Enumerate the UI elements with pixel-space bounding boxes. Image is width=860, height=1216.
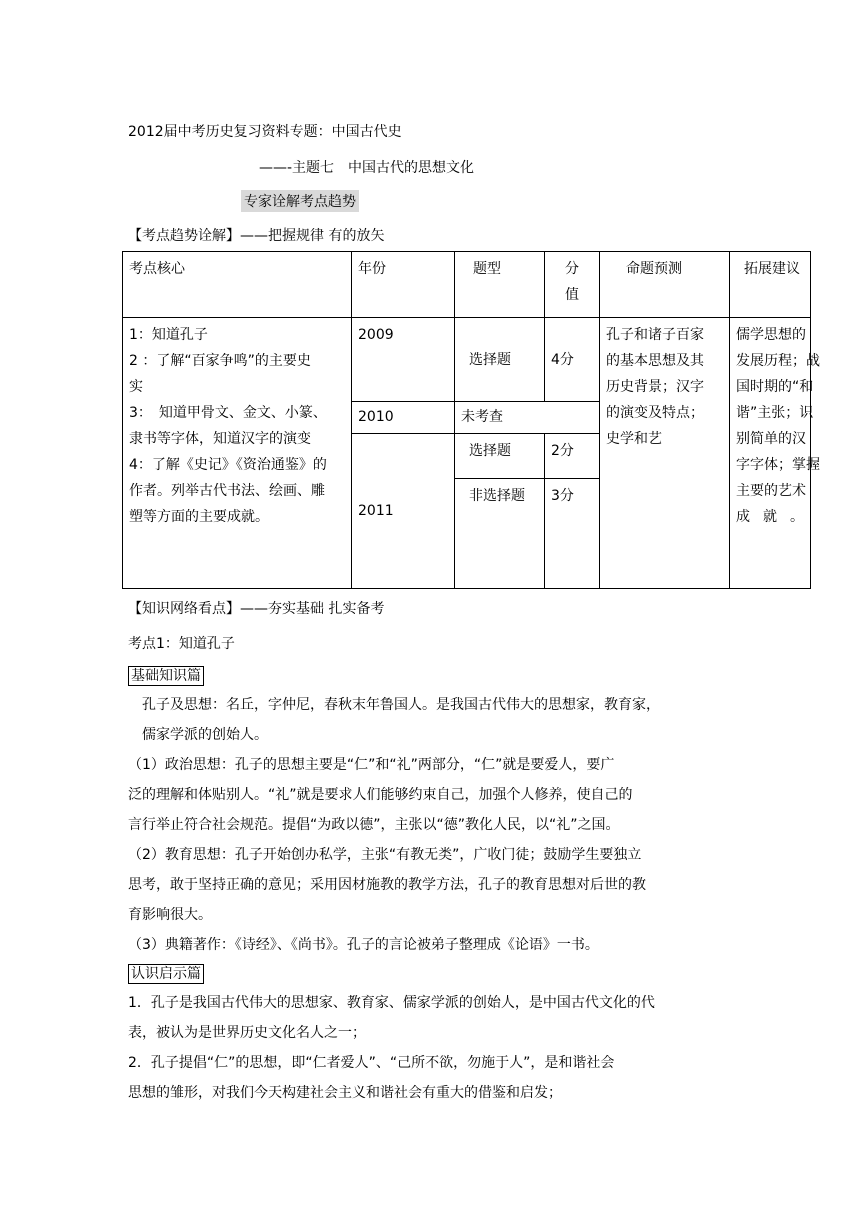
header-prediction: 命题预测: [600, 252, 730, 318]
paragraph-line: 言行举止符合社会规范。提倡“为政以德”，主张以“德”教化人民，以“礼”之国。: [128, 817, 620, 833]
score-cell: 3分: [545, 479, 600, 589]
paragraph-line: （3）典籍著作：《诗经》、《尚书》。孔子的言论被弟子整理成《论语》一书。: [128, 937, 599, 953]
table-row: [123, 318, 811, 402]
header-year: 年份: [352, 252, 455, 318]
paragraph-line: 泛的理解和体贴别人。“礼”就是要求人们能够约束自己，加强个人修养，使自己的: [128, 787, 633, 803]
type-cell: 未考查: [455, 402, 600, 434]
type-cell: 选择题: [455, 434, 545, 479]
paragraph-line: （1）政治思想：孔子的思想主要是“仁”和“礼”两部分，“仁”就是要爱人，要广: [128, 757, 615, 773]
paragraph-line: 思想的雏形，对我们今天构建社会主义和谐社会有重大的借鉴和启发；: [128, 1085, 562, 1101]
paragraph-line: 表，被认为是世界历史文化名人之一；: [128, 1025, 366, 1041]
insight-body: [128, 988, 732, 1108]
score-cell: 2分: [545, 434, 600, 479]
paragraph-line: 思考，敢于坚持正确的意见；采用因材施教的教学方法，孔子的教育思想对后世的教: [128, 877, 646, 893]
type-cell: 选择题: [455, 318, 545, 402]
insight-label: 认识启示篇: [128, 964, 204, 984]
document-title: 2012届中考历史复习资料专题：中国古代史: [128, 124, 402, 140]
paragraph-line: 育影响很大。: [128, 907, 212, 923]
header-type: 题型: [455, 252, 545, 318]
suggestion-cell: 儒学思想的 发展历程；战 国时期的“和 谐”主张；识 别简单的汉 字字体；掌握 主要的艺术 成就。: [730, 318, 811, 589]
header-suggestion: 拓展建议: [730, 252, 811, 318]
paragraph-line: （2）教育思想：孔子开始创办私学，主张“有教无类”，广收门徒；鼓励学生要独立: [128, 847, 642, 863]
paragraph-line: 2．孔子提倡“仁”的思想，即“仁者爱人”、“己所不欲，勿施于人”，是和谐社会: [128, 1055, 615, 1071]
year-cell: 2010: [352, 402, 455, 434]
year-cell: 2011: [352, 434, 455, 589]
header-core: 考点核心: [123, 252, 352, 318]
score-cell: 4分: [545, 318, 600, 402]
paragraph-line: 儒家学派的创始人。: [128, 727, 268, 743]
year-cell: 2009: [352, 318, 455, 402]
trend-table: [122, 251, 820, 589]
point-1-title: 考点1：知道孔子: [128, 636, 235, 652]
paragraph-line: 孔子及思想：名丘，字仲尼，春秋末年鲁国人。是我国古代伟大的思想家，教育家，: [128, 697, 660, 713]
knowledge-heading: 【知识网络看点】——夯实基础 扎实备考: [128, 601, 385, 617]
table-header-row: [123, 252, 811, 318]
header-score: 分 值: [545, 252, 600, 318]
core-points-cell: 1：知道孔子 2 ：了解“百家争鸣”的主要史 实 3： 知道甲骨文、金文、小篆、 隶书等字体，知道汉字的演变 4：了解《史记》《资治通鉴》的 作者。列举古代书法、绘画、雕 塑等方面的主要成就。: [123, 318, 352, 589]
basic-knowledge-body: [128, 690, 732, 960]
section-label: 专家诠解考点趋势: [241, 190, 359, 212]
trend-heading: 【考点趋势诠解】——把握规律 有的放矢: [128, 228, 385, 244]
basic-knowledge-label: 基础知识篇: [128, 666, 204, 686]
type-cell: 非选择题: [455, 479, 545, 589]
document-subtitle: ——-主题七 中国古代的思想文化: [259, 160, 475, 176]
paragraph-line: 1．孔子是我国古代伟大的思想家、教育家、儒家学派的创始人，是中国古代文化的代: [128, 995, 655, 1011]
prediction-cell: 孔子和诸子百家 的基本思想及其 历史背景；汉字 的演变及特点； 史学和艺: [600, 318, 730, 589]
